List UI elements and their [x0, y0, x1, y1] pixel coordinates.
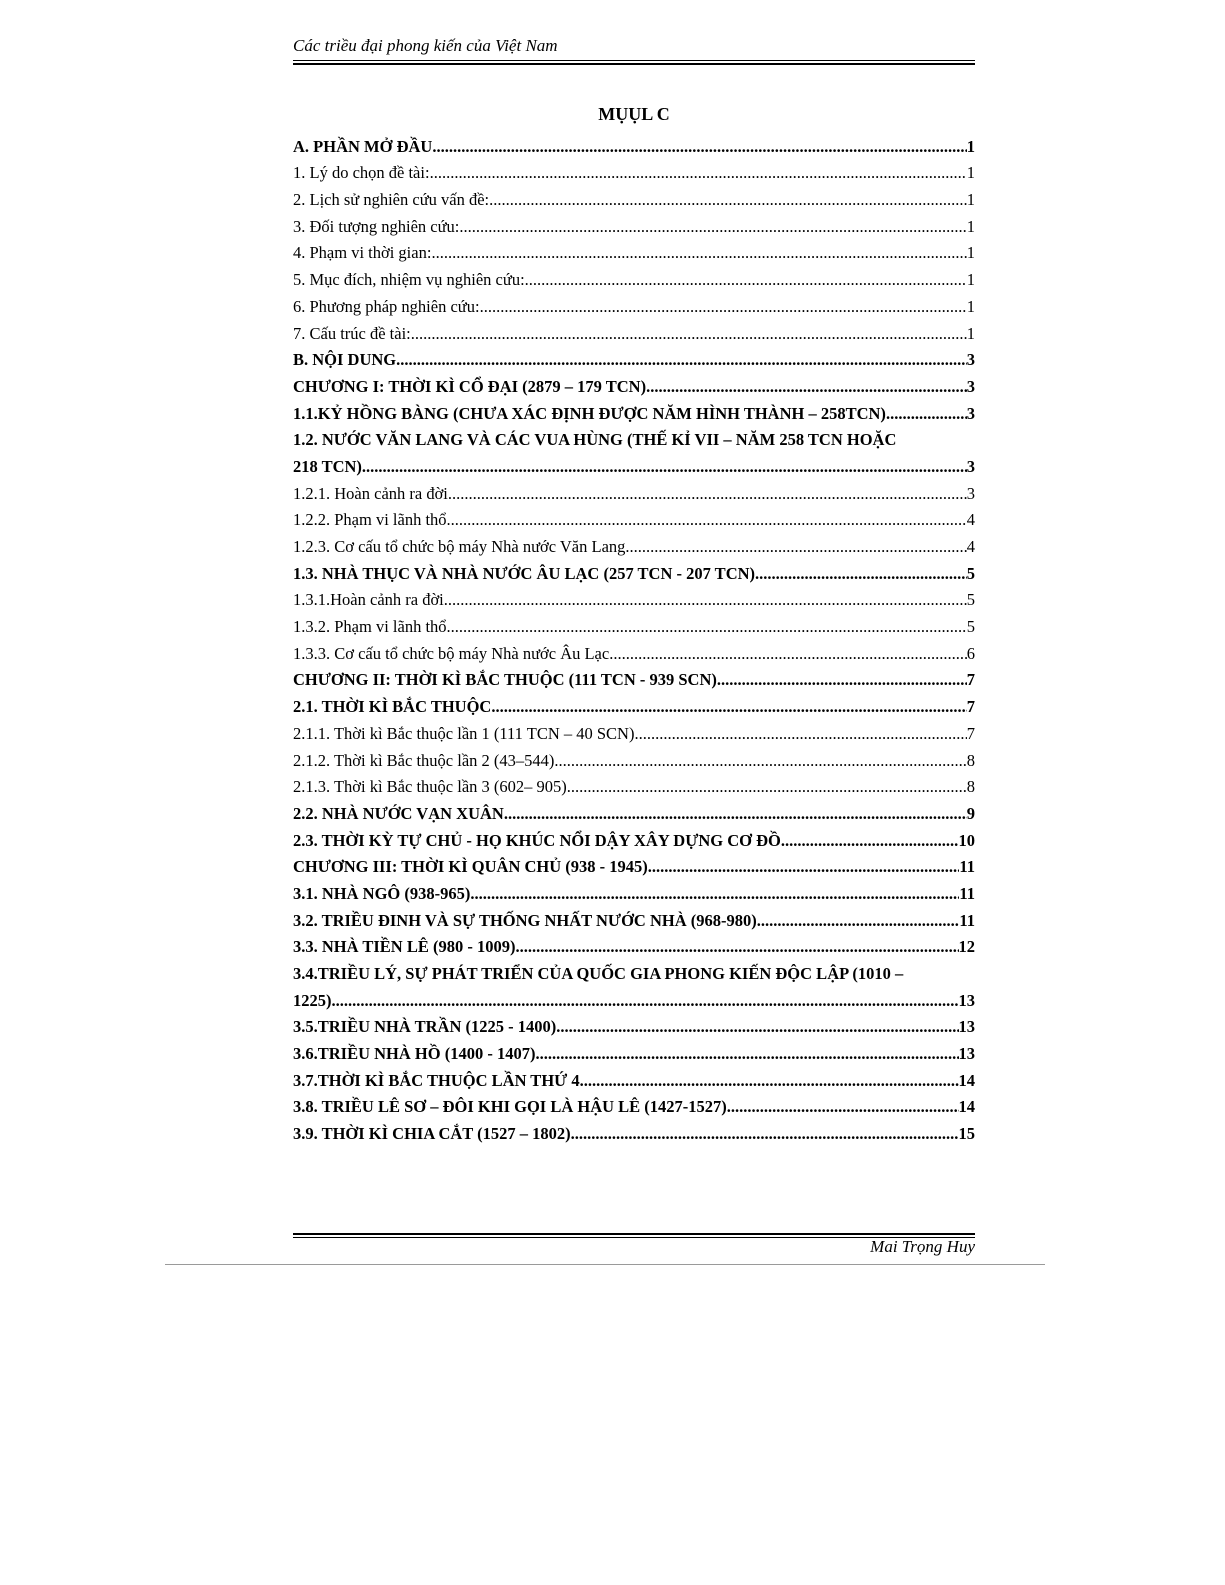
- toc-entry[interactable]: [293, 449, 975, 476]
- toc-entry-leader-dots: [491, 697, 966, 716]
- toc-entry-label: 3.2. TRIỀU ĐINH VÀ SỰ THỐNG NHẤT NƯỚC NHÀ (968-980): [293, 910, 757, 930]
- toc-entry[interactable]: [293, 770, 975, 797]
- toc-entry-leader-dots: [525, 270, 967, 289]
- toc-entry-label: 1.2.1. Hoàn cảnh ra đời: [293, 483, 448, 503]
- toc-entry-leader-dots: [554, 751, 966, 770]
- toc-entry-label: 1.3.1.Hoàn cảnh ra đời: [293, 590, 444, 610]
- toc-entry-label: 5. Mục đích, nhiệm vụ nghiên cứu:: [293, 270, 525, 290]
- toc-entry[interactable]: [293, 236, 975, 263]
- toc-entry-leader-dots: [567, 777, 967, 796]
- toc-entry-page-number: 9: [966, 803, 975, 823]
- toc-entry-label: 1. Lý do chọn đề tài:: [293, 163, 430, 183]
- toc-entry-page-number: 3: [966, 376, 975, 396]
- toc-entry-label: 1.2.2. Phạm vi lãnh thổ: [293, 510, 447, 530]
- toc-entry-label: 3.7.THỜI KÌ BẮC THUỘC LẦN THỨ 4: [293, 1070, 580, 1090]
- toc-entry-leader-dots: [432, 137, 966, 156]
- toc-entry[interactable]: [293, 156, 975, 183]
- toc-entry-page-number: 14: [958, 1097, 975, 1117]
- header-rule-thin: [293, 60, 975, 61]
- toc-entry-leader-dots: [332, 991, 959, 1010]
- toc-entry-label: 3.6.TRIỀU NHÀ HỒ (1400 - 1407): [293, 1044, 536, 1064]
- toc-entry-page-number: 1: [966, 190, 975, 210]
- toc-entry-page-number: 1: [966, 270, 975, 290]
- toc-entry-page-number: 15: [958, 1124, 975, 1144]
- toc-entry[interactable]: [293, 689, 975, 716]
- toc-entry-page-number: 1: [966, 216, 975, 236]
- toc-entry-leader-dots: [646, 377, 967, 396]
- toc-entry[interactable]: [293, 316, 975, 343]
- toc-entry[interactable]: [293, 476, 975, 503]
- toc-entry[interactable]: [293, 983, 975, 1010]
- toc-entry-label: 1.3. NHÀ THỤC VÀ NHÀ NƯỚC ÂU LẠC (257 TCN - 207 TCN): [293, 563, 756, 583]
- toc-entry-label: 1.1.KỶ HỒNG BÀNG (CHƯA XÁC ĐỊNH ĐƯỢC NĂM HÌNH THÀNH – 258TCN): [293, 403, 886, 423]
- toc-entry-label: 3.3. NHÀ TIỀN LÊ (980 - 1009): [293, 937, 516, 957]
- toc-entry-leader-dots: [447, 510, 967, 529]
- toc-entry-leader-dots: [571, 1124, 959, 1143]
- toc-entry-label: 2.3. THỜI KỲ TỰ CHỦ - HỌ KHÚC NỔI DẬY XÂY DỰNG CƠ ĐỒ: [293, 830, 781, 850]
- toc-entry[interactable]: [293, 1116, 975, 1143]
- toc-entry-leader-dots: [411, 324, 967, 343]
- toc-entry[interactable]: [293, 1063, 975, 1090]
- toc-entry-label: 1.3.3. Cơ cấu tổ chức bộ máy Nhà nước Âu Lạc: [293, 643, 610, 663]
- toc-entry-label: 3. Đối tượng nghiên cứu:: [293, 216, 460, 236]
- toc-entry[interactable]: [293, 636, 975, 663]
- toc-entry-page-number: 13: [958, 990, 975, 1010]
- toc-entry-leader-dots: [362, 457, 967, 476]
- toc-entry-page-number: 1: [966, 163, 975, 183]
- toc-entry-leader-dots: [504, 804, 967, 823]
- toc-entry[interactable]: [293, 289, 975, 316]
- toc-entry-page-number: 7: [966, 697, 975, 717]
- toc-entry[interactable]: [293, 182, 975, 209]
- toc-entry-label: 3.1. NHÀ NGÔ (938-965): [293, 883, 471, 903]
- toc-entry-label: CHƯƠNG I: THỜI KÌ CỔ ĐẠI (2879 – 179 TCN): [293, 376, 647, 396]
- toc-entry-label: 2.1.1. Thời kì Bắc thuộc lần 1 (111 TCN – 40 SCN): [293, 723, 635, 743]
- toc-entry-leader-dots: [648, 857, 960, 876]
- toc-entry-leader-dots: [430, 163, 967, 182]
- toc-entry-leader-dots: [634, 724, 966, 743]
- toc-entry-leader-dots: [431, 243, 966, 262]
- toc-entry-leader-dots: [727, 1097, 959, 1116]
- toc-entry[interactable]: [293, 556, 975, 583]
- toc-entry-page-number: 1: [966, 136, 975, 156]
- toc-entry[interactable]: [293, 850, 975, 877]
- toc-entry[interactable]: [293, 743, 975, 770]
- toc-entry-label: CHƯƠNG II: THỜI KÌ BẮC THUỘC (111 TCN - 939 SCN): [293, 670, 717, 690]
- toc-entry-label: 7. Cấu trúc đề tài:: [293, 323, 411, 343]
- toc-entry-page-number: 1: [966, 243, 975, 263]
- toc-entry[interactable]: [293, 1010, 975, 1037]
- toc-entry-label: 1.3.2. Phạm vi lãnh thổ: [293, 617, 447, 637]
- toc-entry[interactable]: [293, 129, 975, 156]
- toc-entry-leader-dots: [535, 1044, 958, 1063]
- toc-entry-label: 3.5.TRIỀU NHÀ TRẦN (1225 - 1400): [293, 1017, 557, 1037]
- toc-entry-label: 2.1.2. Thời kì Bắc thuộc lần 2 (43–544): [293, 750, 555, 770]
- toc-entry-label: CHƯƠNG III: THỜI KÌ QUÂN CHỦ (938 - 1945): [293, 857, 648, 877]
- header-rule-thick: [293, 63, 975, 65]
- toc-entry-leader-dots: [448, 484, 967, 503]
- toc-entry-leader-dots: [489, 190, 967, 209]
- page-edge-line: [165, 1264, 1045, 1265]
- toc-entry-page-number: 8: [966, 777, 975, 797]
- toc-entry-page-number: 4: [966, 537, 975, 556]
- toc-entry-leader-dots: [459, 217, 966, 236]
- toc-entry[interactable]: [293, 209, 975, 236]
- toc-entry-leader-dots: [556, 1017, 958, 1036]
- toc-entry-leader-dots: [480, 297, 967, 316]
- toc-entry-leader-dots: [515, 937, 958, 956]
- toc-entry[interactable]: [293, 930, 975, 957]
- toc-entry-page-number: 12: [958, 937, 975, 957]
- toc-entry-leader-dots: [609, 644, 967, 663]
- toc-entry-leader-dots: [886, 404, 967, 423]
- toc-entry[interactable]: [293, 529, 975, 556]
- toc-entry-page-number: 7: [966, 723, 975, 743]
- toc-entry-page-number: 11: [959, 910, 975, 930]
- toc-list: [293, 129, 975, 1143]
- toc-entry-leader-dots: [396, 350, 967, 369]
- toc-entry-page-number: 10: [958, 830, 975, 850]
- toc-entry-page-number: 13: [958, 1044, 975, 1064]
- toc-entry[interactable]: [293, 663, 975, 690]
- toc-entry-page-number: 5: [966, 617, 975, 637]
- toc-entry-label: 2.1.3. Thời kì Bắc thuộc lần 3 (602– 905): [293, 777, 567, 797]
- toc-entry[interactable]: [293, 796, 975, 823]
- toc-entry-page-number: 3: [966, 403, 975, 423]
- toc-entry-label: 4. Phạm vi thời gian:: [293, 243, 432, 263]
- toc-entry-page-number: 1: [966, 323, 975, 343]
- footer-rule-thick: [293, 1233, 975, 1235]
- toc-entry-leader-dots: [470, 884, 959, 903]
- toc-entry-page-number: 11: [959, 883, 975, 903]
- toc-entry-label: 2.2. NHÀ NƯỚC VẠN XUÂN: [293, 803, 504, 823]
- toc-entry[interactable]: [293, 583, 975, 610]
- toc-entry-label: 218 TCN): [293, 456, 362, 476]
- toc-entry-label: A. PHẦN MỞ ĐẦU: [293, 136, 433, 156]
- toc-entry[interactable]: [293, 423, 975, 450]
- toc-entry[interactable]: [293, 1090, 975, 1117]
- toc-entry[interactable]: [293, 903, 975, 930]
- toc-entry-leader-dots: [447, 617, 967, 636]
- toc-entry-label: 3.4.TRIỀU LÝ, SỰ PHÁT TRIỂN CỦA QUỐC GIA PHONG KIẾN ĐỘC LẬP (1010 –: [293, 964, 904, 983]
- toc-entry-label: 1.2. NƯỚC VĂN LANG VÀ CÁC VUA HÙNG (THẾ KỈ VII – NĂM 258 TCN HOẶC: [293, 430, 897, 450]
- toc-entry[interactable]: [293, 956, 975, 983]
- toc-entry-page-number: 8: [966, 750, 975, 770]
- page-header-title: Các triều đại phong kiến của Việt Nam: [293, 36, 558, 55]
- toc-entry[interactable]: [293, 609, 975, 636]
- toc-entry-label: 6. Phương pháp nghiên cứu:: [293, 296, 480, 316]
- toc-entry-page-number: 6: [966, 643, 975, 663]
- toc-entry-page-number: 13: [958, 1017, 975, 1037]
- toc-entry-label: 1225): [293, 990, 332, 1010]
- toc-entry-leader-dots: [781, 831, 959, 850]
- toc-entry-page-number: 14: [958, 1070, 975, 1090]
- toc-entry-page-number: 1: [966, 296, 975, 316]
- toc-entry-page-number: 5: [966, 563, 975, 583]
- toc-entry[interactable]: [293, 343, 975, 370]
- toc-entry-leader-dots: [444, 590, 967, 609]
- toc-entry-label: B. NỘI DUNG: [293, 350, 397, 370]
- toc-entry[interactable]: [293, 369, 975, 396]
- toc-entry-label: 2.1. THỜI KÌ BẮC THUỘC: [293, 697, 492, 717]
- toc-entry-label: 3.9. THỜI KÌ CHIA CẮT (1527 – 1802): [293, 1124, 571, 1144]
- toc-entry-page-number: 11: [959, 857, 975, 877]
- toc-entry[interactable]: [293, 823, 975, 850]
- toc-entry[interactable]: [293, 876, 975, 903]
- toc-entry-page-number: 7: [966, 670, 975, 690]
- toc-entry-page-number: 4: [966, 510, 975, 530]
- toc-entry-page-number: 3: [966, 456, 975, 476]
- toc-entry-leader-dots: [757, 911, 960, 930]
- toc-entry-page-number: 3: [966, 483, 975, 503]
- toc-entry[interactable]: [293, 716, 975, 743]
- toc-title: MỤỤL C: [598, 104, 670, 124]
- toc-entry-label: 1.2.3. Cơ cấu tổ chức bộ máy Nhà nước Văn Lang: [293, 537, 626, 556]
- toc-entry[interactable]: [293, 1036, 975, 1063]
- toc-entry[interactable]: [293, 503, 975, 530]
- toc-entry-leader-dots: [717, 670, 967, 689]
- toc-entry[interactable]: [293, 396, 975, 423]
- toc-entry-label: 3.8. TRIỀU LÊ SƠ – ĐÔI KHI GỌI LÀ HẬU LÊ (1427-1527): [293, 1097, 727, 1117]
- toc-entry-page-number: 3: [966, 350, 975, 370]
- toc-entry-leader-dots: [580, 1071, 959, 1090]
- toc-entry-page-number: 5: [966, 590, 975, 610]
- toc-entry-leader-dots: [755, 564, 967, 583]
- toc-entry-label: 2. Lịch sử nghiên cứu vấn đề:: [293, 190, 490, 210]
- footer-author: Mai Trọng Huy: [870, 1237, 975, 1256]
- toc-entry[interactable]: [293, 262, 975, 289]
- toc-entry-leader-dots: [625, 537, 966, 556]
